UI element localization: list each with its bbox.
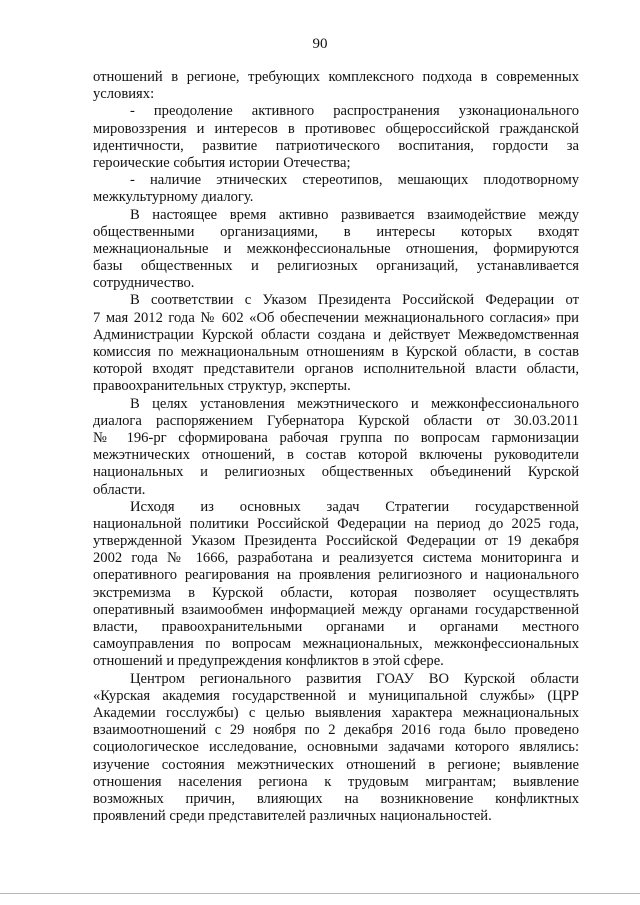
text-line: Исходя из основных задач Стратегии государственной <box>130 498 579 515</box>
text-line: Академии госслужбы) с целью выявления характера межнациональных <box>93 704 579 721</box>
page-number: 90 <box>312 36 328 52</box>
text-line: общественными организациями, в интересы которых входят <box>93 223 579 240</box>
text-line: базы общественных и религиозных организаций, устанавливается <box>93 258 579 275</box>
text-line: взаимоотношений с 29 ноября по 2 декабря 2016 года было проведено <box>93 722 579 739</box>
text-line: отношения населения региона к трудовым мигрантам; выявление <box>93 773 579 790</box>
text-line: национальных и религиозных общественных объединений Курской <box>93 464 579 481</box>
text-line: изучение состояния межэтнических отношений в регионе; выявление <box>93 756 579 773</box>
text-line: межкультурному диалогу. <box>93 189 254 206</box>
text-line: которой входят представители органов исполнительной власти области, <box>93 361 579 378</box>
scan-edge-line <box>0 893 640 894</box>
text-line: героические события истории Отечества; <box>93 154 351 171</box>
text-line: отношений и предупреждения конфликтов в этой сфере. <box>93 653 444 670</box>
text-line: В целях установления межэтнического и межконфессионального <box>130 395 579 412</box>
text-line: оперативный взаимообмен информацией между органами государственной <box>93 601 579 618</box>
text-line: проявлений среди представителей различных национальностей. <box>93 808 492 825</box>
text-line: диалога распоряжением Губернатора Курской области от 30.03.2011 <box>93 412 579 429</box>
text-line: В настоящее время активно развивается взаимодействие между <box>130 206 579 223</box>
text-line: социологическое исследование, основными задачами которого являлись: <box>93 739 579 756</box>
text-line: возможных причин, влияющих на возникновение конфликтных <box>93 790 579 807</box>
text-line: отношений в регионе, требующих комплексного подхода в современных <box>93 69 579 85</box>
text-line: № 196-рг сформирована рабочая группа по вопросам гармонизации <box>93 429 579 446</box>
text-line: - наличие этнических стереотипов, мешающих плодотворному <box>130 172 579 189</box>
text-line: национальной политики Российской Федерации на период до 2025 года, <box>93 515 579 532</box>
text-line: 7 мая 2012 года № 602 «Об обеспечении межнационального согласия» при <box>93 309 579 326</box>
text-line: сотрудничество. <box>93 275 195 292</box>
text-line: власти, правоохранительными органами и органами местного <box>93 619 579 635</box>
text-line: области. <box>93 481 146 498</box>
text-line: экстремизма в Курской области, которая позволяет осуществлять <box>93 584 579 601</box>
text-line: идентичности, развитие патриотического воспитания, гордости за <box>93 137 579 154</box>
text-line: оперативного реагирования на проявления религиозного и национального <box>93 567 579 584</box>
document-body <box>93 69 579 825</box>
text-line: межэтнических отношений, в состав которой включены руководители <box>93 447 579 464</box>
text-line: самоуправления по вопросам межнациональных, межконфессиональных <box>93 636 579 653</box>
text-line: мировоззрения и интересов в противовес общероссийской гражданской <box>93 120 579 137</box>
text-line: «Курская академия государственной и муниципальной службы» (ЦРР <box>93 687 579 704</box>
text-line: 2002 года № 1666, разработана и реализуется система мониторинга и <box>93 550 579 567</box>
text-line: межнациональные и межконфессиональные отношения, формируются <box>93 240 579 257</box>
text-line: Администрации Курской области создана и действует Межведомственная <box>93 326 579 343</box>
text-line: - преодоление активного распространения узконационального <box>130 103 579 120</box>
text-line: правоохранительных структур, эксперты. <box>93 378 351 395</box>
text-line: Центром регионального развития ГОАУ ВО Курской области <box>130 670 579 687</box>
text-line: утвержденной Указом Президента Российской Федерации от 19 декабря <box>93 533 579 550</box>
text-line: условиях: <box>93 86 155 103</box>
text-line: комиссия по межнациональным отношениям в Курской области, в состав <box>93 344 579 360</box>
text-line: В соответствии с Указом Президента Российской Федерации от <box>130 292 579 309</box>
